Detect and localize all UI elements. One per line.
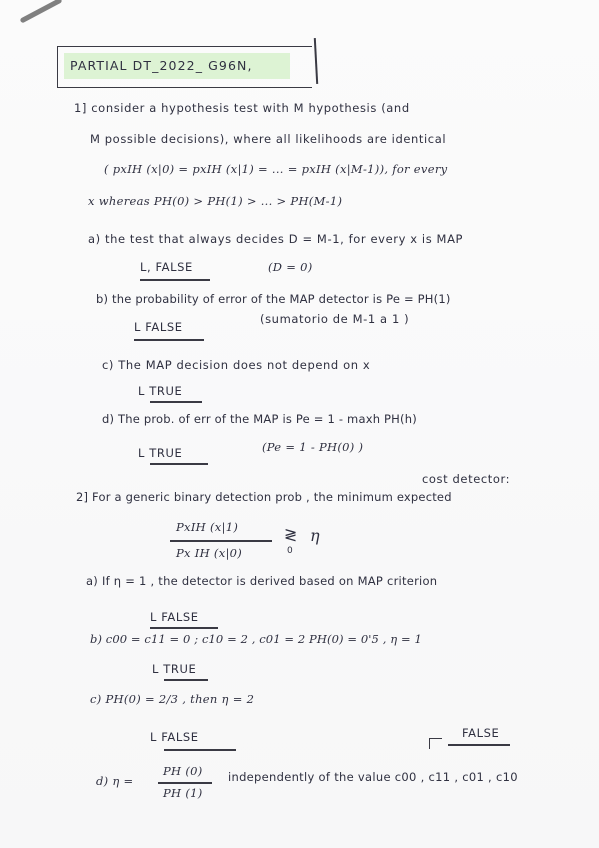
q2-line-1: 2] For a generic binary detection prob , the minimum expected <box>76 490 452 504</box>
page-title: PARTIAL DT_2022_ G96N, <box>70 58 253 73</box>
q1c-answer: L TRUE <box>138 384 183 398</box>
q1a-text: a) the test that always decides D = M-1, for every x is MAP <box>88 232 464 246</box>
q2c-side-underline <box>448 744 510 746</box>
q2b-answer-underline <box>164 679 208 681</box>
pen-mark <box>20 0 63 24</box>
q1-line-1: 1] consider a hypothesis test with M hypothesis (and <box>74 101 410 115</box>
q2-relation-sub: 0 <box>287 546 294 556</box>
q2a-text: a) If η = 1 , the detector is derived based on MAP criterion <box>86 574 438 588</box>
q1d-text: d) The prob. of err of the MAP is Pe = 1 - maxh PH(h) <box>102 412 417 426</box>
q1b-note: (sumatorio de M-1 a 1 ) <box>260 312 410 326</box>
q1a-answer-underline <box>140 279 210 281</box>
q2-line-1b: cost detector: <box>422 472 511 486</box>
q2b-text: b) c00 = c11 = 0 ; c10 = 2 , c01 = 2 PH(0) = 0'5 , η = 1 <box>90 632 422 646</box>
q1a-answer: L, FALSE <box>140 260 193 274</box>
q1-line-2: M possible decisions), where all likelihoods are identical <box>90 132 447 146</box>
q1c-answer-underline <box>150 401 202 403</box>
q2d-label: d) η = <box>96 774 134 788</box>
q1a-note: (D = 0) <box>268 260 313 274</box>
q2a-answer: L FALSE <box>150 610 199 624</box>
q2c-text: c) PH(0) = 2/3 , then η = 2 <box>90 692 255 706</box>
q2a-answer-underline <box>150 627 218 629</box>
q1d-answer-underline <box>150 463 208 465</box>
q1c-text: c) The MAP decision does not depend on x <box>102 358 371 372</box>
title-bracket <box>314 38 318 84</box>
q2-ratio-numerator: PxIH (x|1) <box>176 520 239 534</box>
q2d-denominator: PH (1) <box>163 786 203 800</box>
q2d-text: independently of the value c00 , c11 , c01 , c10 <box>228 770 518 784</box>
q2d-fraction-bar <box>158 782 212 784</box>
q1-line-3: ( pxIH (x|0) = pxIH (x|1) = ... = pxIH (x|M-1)), for every <box>104 162 448 176</box>
q2c-answer: L FALSE <box>150 730 199 744</box>
q2-relation-symbol: ≷ <box>284 525 299 544</box>
q2b-answer: L TRUE <box>152 662 197 676</box>
q1d-note: (Pe = 1 - PH(0) ) <box>262 440 364 454</box>
q1b-text: b) the probability of error of the MAP detector is Pe = PH(1) <box>96 292 451 306</box>
q2c-side-answer: FALSE <box>462 726 500 740</box>
q2-ratio-bar <box>170 540 272 542</box>
q2-ratio-denominator: Px IH (x|0) <box>176 546 243 560</box>
q2d-numerator: PH (0) <box>163 764 203 778</box>
q2c-side-arrow <box>429 738 442 749</box>
q2c-answer-underline <box>164 749 236 751</box>
q1b-answer-underline <box>134 339 204 341</box>
q2-eta: η <box>310 526 320 545</box>
q1-line-4: x whereas PH(0) > PH(1) > ... > PH(M-1) <box>88 194 343 208</box>
q1b-answer: L FALSE <box>134 320 183 334</box>
q1d-answer: L TRUE <box>138 446 183 460</box>
title-box <box>57 46 312 88</box>
